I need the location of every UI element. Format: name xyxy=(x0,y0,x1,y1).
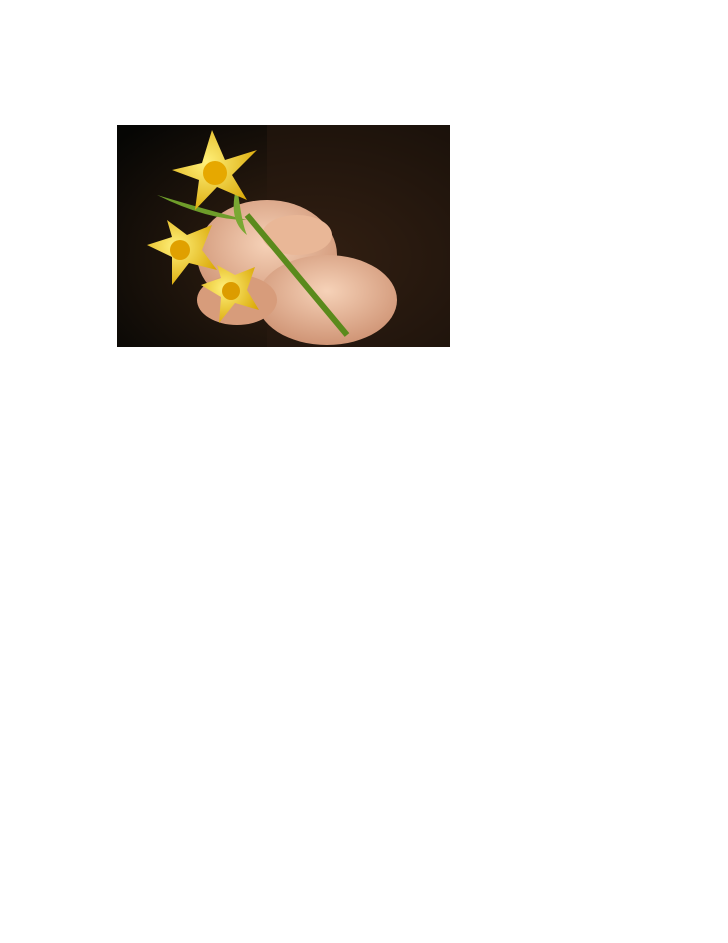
heart-border-left xyxy=(82,0,102,943)
heart-border-right xyxy=(704,0,724,943)
slogan-never-break-the-heart xyxy=(636,58,706,938)
flower-in-hands-photo xyxy=(117,125,450,347)
intro-column xyxy=(458,125,633,141)
heart-border-top xyxy=(96,2,706,28)
article-body xyxy=(117,355,635,373)
